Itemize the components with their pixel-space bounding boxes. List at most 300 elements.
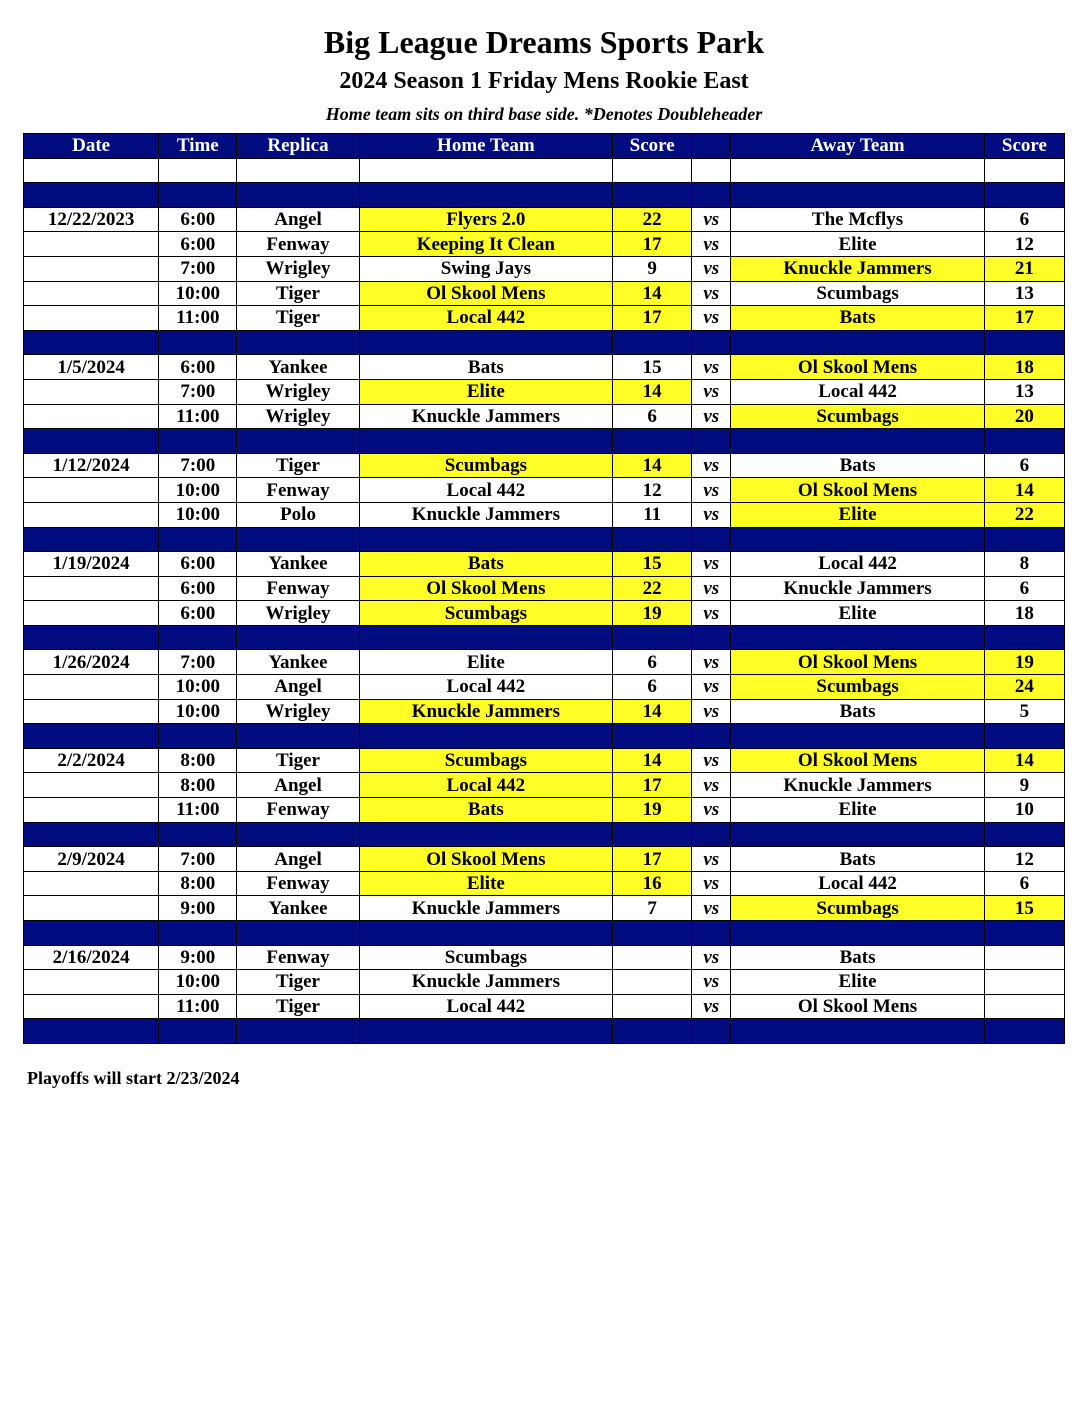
replica-cell: Fenway	[237, 478, 359, 503]
separator-cell	[359, 527, 612, 552]
away-score-cell	[984, 994, 1064, 1019]
separator-cell	[24, 1019, 159, 1044]
away-score-cell: 6	[984, 207, 1064, 232]
vs-cell: vs	[692, 773, 731, 798]
separator-cell	[359, 625, 612, 650]
game-row	[24, 404, 1065, 429]
game-row	[24, 798, 1065, 823]
vs-cell: vs	[692, 207, 731, 232]
separator-cell	[613, 527, 692, 552]
replica-cell: Angel	[237, 847, 359, 872]
home-team-cell: Elite	[359, 379, 612, 404]
date-cell: 2/16/2024	[24, 945, 159, 970]
away-score-cell: 18	[984, 355, 1064, 380]
week-separator-row	[24, 921, 1065, 946]
home-score-cell: 14	[613, 281, 692, 306]
vs-cell: vs	[692, 552, 731, 577]
replica-cell: Wrigley	[237, 601, 359, 626]
col-header-time: Time	[159, 134, 237, 159]
away-score-cell: 15	[984, 896, 1064, 921]
date-cell	[24, 970, 159, 995]
separator-cell	[159, 330, 237, 355]
home-team-cell: Scumbags	[359, 945, 612, 970]
time-cell: 7:00	[159, 847, 237, 872]
separator-cell	[692, 330, 731, 355]
home-score-cell: 17	[613, 847, 692, 872]
separator-cell	[613, 1019, 692, 1044]
time-cell: 6:00	[159, 601, 237, 626]
home-score-cell: 19	[613, 601, 692, 626]
col-header-vs	[692, 134, 731, 159]
away-score-cell	[984, 945, 1064, 970]
separator-cell	[159, 822, 237, 847]
away-score-cell: 9	[984, 773, 1064, 798]
date-cell	[24, 994, 159, 1019]
blank-cell	[159, 158, 237, 183]
date-cell: 12/22/2023	[24, 207, 159, 232]
away-score-cell: 14	[984, 748, 1064, 773]
home-team-cell: Scumbags	[359, 453, 612, 478]
separator-cell	[984, 822, 1064, 847]
date-cell	[24, 773, 159, 798]
away-score-cell	[984, 970, 1064, 995]
date-cell: 2/2/2024	[24, 748, 159, 773]
col-header-away-score: Score	[984, 134, 1064, 159]
week-separator-row	[24, 527, 1065, 552]
away-team-cell: Ol Skool Mens	[731, 748, 984, 773]
home-team-cell: Swing Jays	[359, 256, 612, 281]
vs-cell: vs	[692, 896, 731, 921]
separator-cell	[731, 724, 984, 749]
home-score-cell: 15	[613, 355, 692, 380]
separator-cell	[237, 724, 359, 749]
replica-cell: Yankee	[237, 650, 359, 675]
page-title: Big League Dreams Sports Park	[323, 24, 765, 60]
game-row	[24, 552, 1065, 577]
replica-cell: Angel	[237, 207, 359, 232]
game-row	[24, 478, 1065, 503]
home-team-cell: Bats	[359, 798, 612, 823]
time-cell: 10:00	[159, 699, 237, 724]
replica-cell: Yankee	[237, 355, 359, 380]
away-score-cell: 12	[984, 232, 1064, 257]
time-cell: 11:00	[159, 306, 237, 331]
home-score-cell: 22	[613, 207, 692, 232]
game-row	[24, 748, 1065, 773]
away-score-cell: 12	[984, 847, 1064, 872]
vs-cell: vs	[692, 306, 731, 331]
replica-cell: Tiger	[237, 281, 359, 306]
game-row	[24, 847, 1065, 872]
time-cell: 7:00	[159, 256, 237, 281]
separator-cell	[159, 625, 237, 650]
home-score-cell: 14	[613, 699, 692, 724]
blank-cell	[237, 158, 359, 183]
vs-cell: vs	[692, 798, 731, 823]
separator-cell	[984, 429, 1064, 454]
vs-cell: vs	[692, 871, 731, 896]
time-cell: 8:00	[159, 871, 237, 896]
away-team-cell: Elite	[731, 232, 984, 257]
time-cell: 10:00	[159, 502, 237, 527]
away-team-cell: Ol Skool Mens	[731, 478, 984, 503]
schedule-body	[24, 158, 1065, 1043]
playoffs-note: Playoffs will start 2/23/2024	[27, 1068, 240, 1088]
blank-cell	[613, 158, 692, 183]
separator-cell	[159, 724, 237, 749]
home-team-cell: Local 442	[359, 675, 612, 700]
date-cell	[24, 601, 159, 626]
home-score-cell: 17	[613, 306, 692, 331]
separator-cell	[237, 625, 359, 650]
game-row	[24, 773, 1065, 798]
separator-cell	[984, 625, 1064, 650]
separator-cell	[984, 921, 1064, 946]
home-team-cell: Knuckle Jammers	[359, 502, 612, 527]
week-separator-row	[24, 183, 1065, 208]
table-header-row	[24, 134, 1065, 159]
away-team-cell: Knuckle Jammers	[731, 576, 984, 601]
separator-cell	[731, 183, 984, 208]
away-team-cell: Ol Skool Mens	[731, 650, 984, 675]
game-row	[24, 601, 1065, 626]
home-score-cell: 12	[613, 478, 692, 503]
away-team-cell: Local 442	[731, 552, 984, 577]
home-team-cell: Knuckle Jammers	[359, 896, 612, 921]
blank-row	[24, 158, 1065, 183]
week-separator-row	[24, 330, 1065, 355]
week-separator-row	[24, 724, 1065, 749]
separator-cell	[237, 527, 359, 552]
separator-cell	[24, 921, 159, 946]
separator-cell	[613, 330, 692, 355]
home-score-cell: 14	[613, 379, 692, 404]
separator-cell	[692, 822, 731, 847]
vs-cell: vs	[692, 256, 731, 281]
away-score-cell: 13	[984, 379, 1064, 404]
home-team-cell: Scumbags	[359, 748, 612, 773]
away-score-cell: 10	[984, 798, 1064, 823]
date-cell	[24, 478, 159, 503]
separator-cell	[359, 1019, 612, 1044]
separator-cell	[613, 921, 692, 946]
time-cell: 10:00	[159, 970, 237, 995]
week-separator-row	[24, 1019, 1065, 1044]
replica-cell: Wrigley	[237, 256, 359, 281]
date-cell	[24, 896, 159, 921]
away-score-cell: 6	[984, 576, 1064, 601]
home-team-cell: Local 442	[359, 994, 612, 1019]
separator-cell	[692, 724, 731, 749]
home-score-cell: 22	[613, 576, 692, 601]
game-row	[24, 502, 1065, 527]
home-score-cell: 17	[613, 232, 692, 257]
away-score-cell: 5	[984, 699, 1064, 724]
separator-cell	[984, 1019, 1064, 1044]
game-row	[24, 945, 1065, 970]
time-cell: 10:00	[159, 478, 237, 503]
away-team-cell: Elite	[731, 502, 984, 527]
separator-cell	[359, 921, 612, 946]
separator-cell	[731, 625, 984, 650]
separator-cell	[731, 1019, 984, 1044]
vs-cell: vs	[692, 650, 731, 675]
home-score-cell	[613, 994, 692, 1019]
separator-cell	[731, 429, 984, 454]
replica-cell: Wrigley	[237, 404, 359, 429]
separator-cell	[692, 921, 731, 946]
replica-cell: Tiger	[237, 306, 359, 331]
time-cell: 6:00	[159, 207, 237, 232]
away-team-cell: Scumbags	[731, 675, 984, 700]
separator-cell	[159, 921, 237, 946]
date-cell	[24, 502, 159, 527]
vs-cell: vs	[692, 576, 731, 601]
blank-cell	[24, 158, 159, 183]
separator-cell	[237, 822, 359, 847]
away-team-cell: Ol Skool Mens	[731, 994, 984, 1019]
time-cell: 10:00	[159, 281, 237, 306]
date-cell	[24, 871, 159, 896]
separator-cell	[359, 330, 612, 355]
away-team-cell: Bats	[731, 453, 984, 478]
game-row	[24, 232, 1065, 257]
vs-cell: vs	[692, 847, 731, 872]
away-score-cell: 6	[984, 871, 1064, 896]
separator-cell	[731, 527, 984, 552]
blank-cell	[359, 158, 612, 183]
time-cell: 8:00	[159, 773, 237, 798]
home-team-cell: Ol Skool Mens	[359, 847, 612, 872]
replica-cell: Fenway	[237, 945, 359, 970]
replica-cell: Wrigley	[237, 699, 359, 724]
date-cell: 1/19/2024	[24, 552, 159, 577]
away-team-cell: Knuckle Jammers	[731, 256, 984, 281]
date-cell	[24, 404, 159, 429]
separator-cell	[359, 822, 612, 847]
replica-cell: Tiger	[237, 970, 359, 995]
home-team-cell: Scumbags	[359, 601, 612, 626]
game-row	[24, 994, 1065, 1019]
replica-cell: Fenway	[237, 871, 359, 896]
vs-cell: vs	[692, 355, 731, 380]
time-cell: 7:00	[159, 650, 237, 675]
separator-cell	[237, 921, 359, 946]
replica-cell: Tiger	[237, 748, 359, 773]
replica-cell: Angel	[237, 773, 359, 798]
separator-cell	[613, 429, 692, 454]
away-score-cell: 19	[984, 650, 1064, 675]
away-score-cell: 18	[984, 601, 1064, 626]
separator-cell	[692, 1019, 731, 1044]
vs-cell: vs	[692, 404, 731, 429]
separator-cell	[359, 183, 612, 208]
replica-cell: Fenway	[237, 798, 359, 823]
col-header-date: Date	[24, 134, 159, 159]
separator-cell	[692, 625, 731, 650]
home-team-cell: Knuckle Jammers	[359, 970, 612, 995]
game-row	[24, 453, 1065, 478]
schedule-note: Home team sits on third base side. *Denotes Doubleheader	[325, 104, 763, 124]
away-score-cell: 13	[984, 281, 1064, 306]
separator-cell	[24, 724, 159, 749]
away-score-cell: 6	[984, 453, 1064, 478]
home-team-cell: Local 442	[359, 306, 612, 331]
away-team-cell: Elite	[731, 970, 984, 995]
week-separator-row	[24, 625, 1065, 650]
away-score-cell: 24	[984, 675, 1064, 700]
blank-cell	[984, 158, 1064, 183]
home-score-cell: 6	[613, 404, 692, 429]
home-team-cell: Ol Skool Mens	[359, 576, 612, 601]
date-cell	[24, 232, 159, 257]
separator-cell	[731, 330, 984, 355]
col-header-home-team: Home Team	[359, 134, 612, 159]
away-team-cell: The Mcflys	[731, 207, 984, 232]
away-score-cell: 20	[984, 404, 1064, 429]
home-team-cell: Local 442	[359, 773, 612, 798]
home-score-cell: 17	[613, 773, 692, 798]
away-team-cell: Scumbags	[731, 404, 984, 429]
date-cell: 1/5/2024	[24, 355, 159, 380]
separator-cell	[24, 429, 159, 454]
separator-cell	[359, 724, 612, 749]
col-header-replica: Replica	[237, 134, 359, 159]
away-team-cell: Bats	[731, 847, 984, 872]
time-cell: 6:00	[159, 576, 237, 601]
separator-cell	[237, 183, 359, 208]
home-team-cell: Elite	[359, 650, 612, 675]
away-score-cell: 8	[984, 552, 1064, 577]
away-team-cell: Ol Skool Mens	[731, 355, 984, 380]
replica-cell: Polo	[237, 502, 359, 527]
away-team-cell: Local 442	[731, 379, 984, 404]
time-cell: 6:00	[159, 355, 237, 380]
time-cell: 7:00	[159, 453, 237, 478]
game-row	[24, 650, 1065, 675]
away-score-cell: 22	[984, 502, 1064, 527]
separator-cell	[24, 527, 159, 552]
week-separator-row	[24, 822, 1065, 847]
replica-cell: Fenway	[237, 576, 359, 601]
game-row	[24, 256, 1065, 281]
home-score-cell	[613, 945, 692, 970]
game-row	[24, 896, 1065, 921]
separator-cell	[984, 330, 1064, 355]
separator-cell	[237, 330, 359, 355]
separator-cell	[24, 625, 159, 650]
vs-cell: vs	[692, 699, 731, 724]
home-team-cell: Keeping It Clean	[359, 232, 612, 257]
game-row	[24, 379, 1065, 404]
replica-cell: Fenway	[237, 232, 359, 257]
home-score-cell: 14	[613, 453, 692, 478]
separator-cell	[613, 724, 692, 749]
separator-cell	[692, 429, 731, 454]
replica-cell: Tiger	[237, 453, 359, 478]
time-cell: 9:00	[159, 896, 237, 921]
col-header-away-team: Away Team	[731, 134, 984, 159]
time-cell: 6:00	[159, 552, 237, 577]
away-team-cell: Elite	[731, 798, 984, 823]
home-team-cell: Bats	[359, 355, 612, 380]
home-team-cell: Ol Skool Mens	[359, 281, 612, 306]
date-cell	[24, 699, 159, 724]
time-cell: 10:00	[159, 675, 237, 700]
vs-cell: vs	[692, 478, 731, 503]
replica-cell: Tiger	[237, 994, 359, 1019]
vs-cell: vs	[692, 748, 731, 773]
home-score-cell: 6	[613, 650, 692, 675]
date-cell: 1/26/2024	[24, 650, 159, 675]
separator-cell	[159, 1019, 237, 1044]
separator-cell	[613, 183, 692, 208]
replica-cell: Yankee	[237, 552, 359, 577]
schedule-subtitle: 2024 Season 1 Friday Mens Rookie East	[339, 68, 749, 94]
time-cell: 11:00	[159, 994, 237, 1019]
game-row	[24, 355, 1065, 380]
separator-cell	[24, 330, 159, 355]
home-score-cell: 15	[613, 552, 692, 577]
date-cell: 2/9/2024	[24, 847, 159, 872]
away-team-cell: Bats	[731, 306, 984, 331]
away-team-cell: Scumbags	[731, 281, 984, 306]
separator-cell	[984, 183, 1064, 208]
home-score-cell: 14	[613, 748, 692, 773]
home-score-cell: 11	[613, 502, 692, 527]
home-score-cell: 7	[613, 896, 692, 921]
game-row	[24, 970, 1065, 995]
vs-cell: vs	[692, 675, 731, 700]
time-cell: 9:00	[159, 945, 237, 970]
date-cell	[24, 256, 159, 281]
date-cell: 1/12/2024	[24, 453, 159, 478]
schedule-table	[23, 133, 1065, 1044]
home-team-cell: Local 442	[359, 478, 612, 503]
away-team-cell: Local 442	[731, 871, 984, 896]
time-cell: 11:00	[159, 798, 237, 823]
separator-cell	[359, 429, 612, 454]
game-row	[24, 207, 1065, 232]
separator-cell	[692, 183, 731, 208]
time-cell: 11:00	[159, 404, 237, 429]
replica-cell: Yankee	[237, 896, 359, 921]
vs-cell: vs	[692, 379, 731, 404]
date-cell	[24, 306, 159, 331]
game-row	[24, 675, 1065, 700]
away-score-cell: 21	[984, 256, 1064, 281]
separator-cell	[984, 527, 1064, 552]
time-cell: 7:00	[159, 379, 237, 404]
home-team-cell: Flyers 2.0	[359, 207, 612, 232]
separator-cell	[24, 183, 159, 208]
time-cell: 8:00	[159, 748, 237, 773]
date-cell	[24, 576, 159, 601]
separator-cell	[159, 183, 237, 208]
game-row	[24, 871, 1065, 896]
away-score-cell: 17	[984, 306, 1064, 331]
separator-cell	[24, 822, 159, 847]
week-separator-row	[24, 429, 1065, 454]
home-score-cell: 19	[613, 798, 692, 823]
game-row	[24, 576, 1065, 601]
blank-cell	[692, 158, 731, 183]
date-cell	[24, 798, 159, 823]
replica-cell: Wrigley	[237, 379, 359, 404]
game-row	[24, 306, 1065, 331]
separator-cell	[984, 724, 1064, 749]
date-cell	[24, 675, 159, 700]
